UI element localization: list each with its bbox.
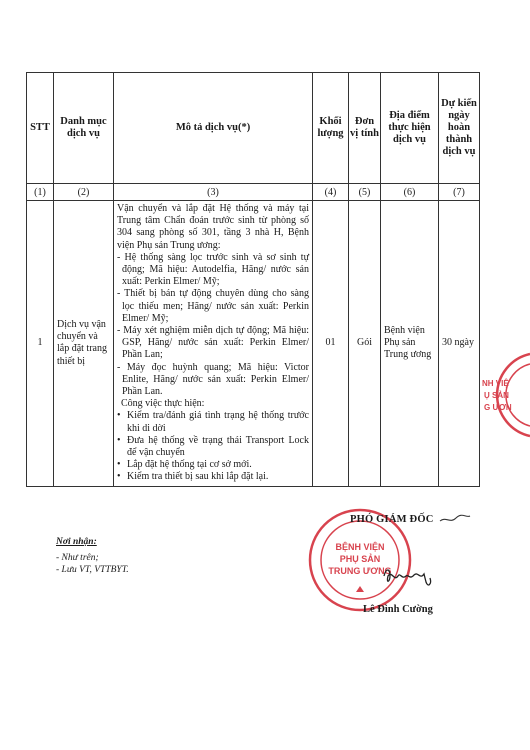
row-completion: 30 ngày — [439, 201, 480, 487]
work-item: • Đưa hệ thống về trạng thái Transport Lock để vận chuyển — [117, 435, 309, 459]
flourish-icon — [438, 512, 472, 526]
stamp-line: Ụ SẢN — [484, 391, 509, 400]
row-unit: Gói — [349, 201, 381, 487]
stamp-line: PHỤ SẢN — [339, 554, 381, 564]
stamp-line: TRUNG ƯƠNG — [328, 566, 392, 576]
header-location: Địa điểm thực hiện dịch vụ — [381, 73, 439, 184]
column-number: (7) — [439, 184, 480, 201]
header-stt: STT — [27, 73, 54, 184]
header-completion: Dự kiến ngày hoàn thành dịch vụ — [439, 73, 480, 184]
recipient-item: - Lưu VT, VTTBYT. — [56, 565, 129, 575]
work-item: • Kiểm tra/đánh giá tình trạng hệ thống trước khi di dời — [117, 410, 309, 434]
column-number: (3) — [114, 184, 313, 201]
stamp-line: NH VIỆ — [482, 379, 509, 388]
device-item: - Máy đọc huỳnh quang; Mã hiệu: Victor Enlite, Hãng/ nước sản xuất: Perkin Elmer/ Phần Lan. — [117, 361, 309, 398]
column-number: (4) — [313, 184, 349, 201]
work-item: • Kiểm tra thiết bị sau khi lắp đặt lại. — [117, 471, 309, 483]
signer-role: PHÓ GIÁM ĐỐC — [350, 514, 434, 525]
description-intro: Vận chuyển và lắp đặt Hệ thống và máy tại Trung tâm Chẩn đoán trước sinh từ phòng số 304 sang phòng số 301, tầng 3 nhà H, Bệnh viện Phụ sản Trung ương: — [117, 203, 309, 251]
row-quantity: 01 — [313, 201, 349, 487]
device-item: - Máy xét nghiệm miễn dịch tự động; Mã hiệu: GSP, Hãng/ nước sản xuất: Perkin Elmer/ Phần Lan; — [117, 325, 309, 361]
device-item: - Hệ thống sàng lọc trước sinh và sơ sinh tự động; Mã hiệu: Autodelfia, Hãng/ nước sản xuất: Perkin Elmer/ Mỹ; — [117, 251, 309, 288]
work-title: Công việc thực hiện: — [121, 398, 205, 410]
stamp-line: BỆNH VIỆN — [335, 542, 385, 552]
header-description: Mô tả dịch vụ(*) — [114, 73, 313, 184]
recipients-block — [56, 536, 129, 576]
row-stt: 1 — [27, 201, 54, 487]
header-category: Danh mục dịch vụ — [54, 73, 114, 184]
recipients-title: Nơi nhận: — [56, 537, 97, 547]
column-number: (5) — [349, 184, 381, 201]
header-unit: Đơn vị tính — [349, 73, 381, 184]
signer-name: Lê Đình Cường — [363, 604, 433, 615]
table-row — [27, 201, 480, 487]
column-number: (1) — [27, 184, 54, 201]
device-item: - Thiết bị bán tự động chuyên dùng cho sàng lọc thiếu men; Hãng/ nước sản xuất: Perkin Elmer/ Mỹ; — [117, 288, 309, 324]
stamp-line: G ƯƠN — [484, 403, 512, 412]
handwritten-signature-icon — [380, 562, 450, 592]
header-quantity: Khối lượng — [313, 73, 349, 184]
row-category: Dịch vụ vận chuyển và lắp đặt trang thiết bị — [54, 201, 114, 487]
services-table — [26, 72, 480, 487]
column-number-row — [27, 184, 480, 201]
row-location: Bệnh viện Phụ sản Trung ương — [381, 201, 439, 487]
table-header-row — [27, 73, 480, 184]
work-item: • Lắp đặt hệ thống tại cơ sở mới. — [117, 459, 309, 471]
margin-stamp-icon — [478, 350, 530, 440]
row-description — [114, 201, 313, 487]
column-number: (6) — [381, 184, 439, 201]
column-number: (2) — [54, 184, 114, 201]
recipient-item: - Như trên; — [56, 553, 99, 563]
